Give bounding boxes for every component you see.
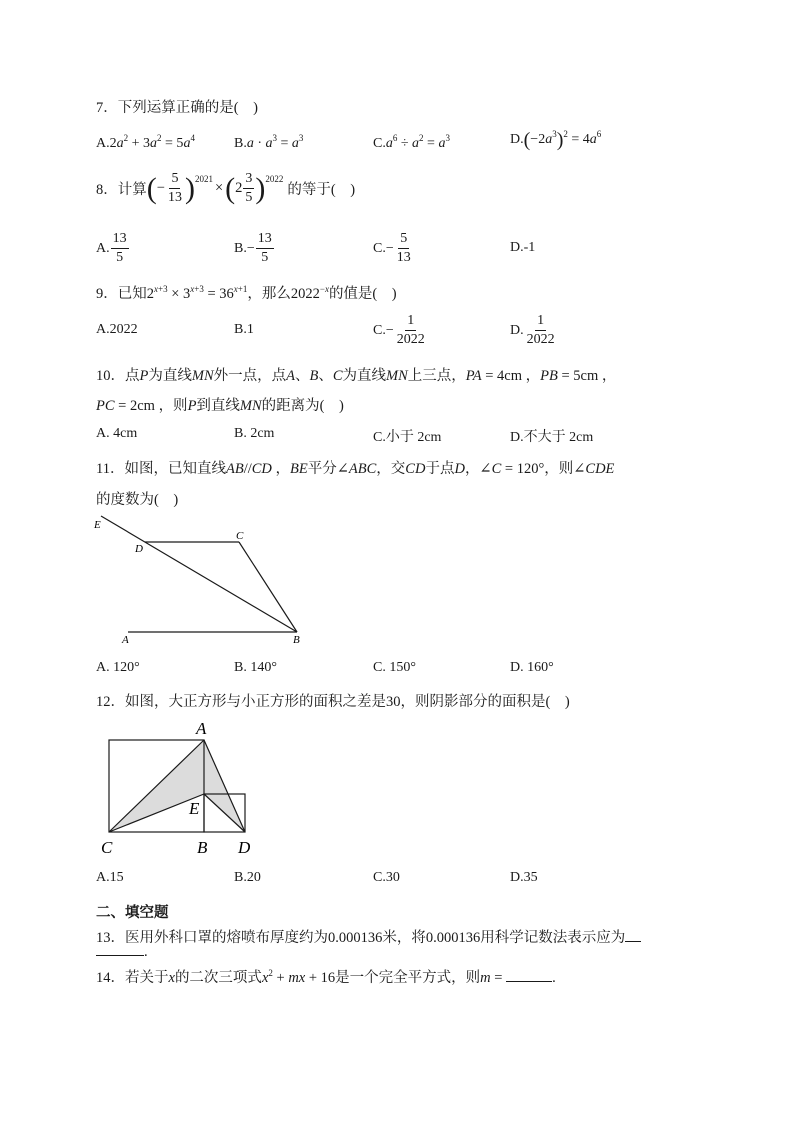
q9-option-c: C.− $\frac{1}{2022}$ [373,313,425,347]
question-13-blank-line2: . [96,944,148,961]
q12-option-d: D.35 [510,870,538,885]
label-B: B [197,838,208,857]
fraction: $\frac{5}{13}$ [167,171,182,205]
question-number: 14． [96,970,125,986]
q10-option-b: B. 2cm [234,426,275,441]
q12-option-c: C.30 [373,870,400,885]
q11-option-d: D. 160° [510,660,554,675]
label-E: E [94,519,101,531]
label-C: C [236,530,244,542]
question-number: 13． [96,930,125,946]
q8-option-b: B.− $\frac{13}{5}$ [234,231,272,265]
question-number: 12． [96,694,125,710]
question-number: 7． [96,100,118,116]
label-C: C [101,838,113,857]
question-number: 9． [96,286,118,302]
q8-option-a: A. $\frac{13}{5}$ [96,231,127,265]
q11-option-b: B. 140° [234,660,277,675]
q7-option-d: $D.(-2a^3)^2 = 4a^6$ [510,129,602,151]
question-11-line1: 11．如图，已知直线AB//CD ，BE平分∠ABC，交CD于点D，∠C = 120°，则∠CDE [96,461,615,477]
label-D: D [135,543,143,555]
q10-option-d: D.不大于 2cm [510,430,594,445]
question-number: 8． [96,182,118,198]
answer-blank[interactable] [96,955,144,956]
question-text: 下列运算正确的是( ) [117,100,258,116]
question-14-stem: 14．若关于x的二次三项式$x^2$ + mx + 16是一个完全平方式，则m = . [96,968,556,986]
label-E: E [189,799,200,818]
q11-figure [90,510,310,650]
label-A: A [196,719,207,738]
question-13-stem: 13．医用外科口罩的熔喷布厚度约为0.000136米，将0.000136用科学记数法表示应为 [96,926,641,947]
q12-option-a: A.15 [96,870,124,885]
question-8-stem: 8． 计算 ( − $\frac{5}{13}$ ) 2021 × ( 2 $\frac{3}{5}$ ) 2022 的等于( ) [96,171,356,205]
q10-option-a: A. 4cm [96,426,138,441]
question-11-line2: 的度数为( ) [96,492,179,508]
question-9-stem: 9．已知$2^{x+3} \times 3^{x+3} = 36^{x+1}$，那么$2022^{-x}$的值是( ) [96,284,397,302]
question-12-stem: 12．如图，大正方形与小正方形的面积之差是30，则阴影部分的面积是( ) [96,694,570,710]
label-D: D [238,838,251,857]
q7-option-a: $A.2a^2 + 3a^2 = 5a^4$ [96,133,195,151]
q10-option-c: C.小于 2cm [373,430,442,445]
question-10-line2: PC = 2cm ，则P到直线MN的距离为( ) [96,398,344,414]
answer-blank[interactable] [506,981,552,982]
q12-option-b: B.20 [234,870,261,885]
q7-option-b: $B.a \cdot a^3 = a^3$ [234,133,304,151]
q7-option-c: $C.a^6 \div a^2 = a^3$ [373,133,450,151]
question-10-line1: 10．点P为直线MN外一点，点A、B、C为直线MN上三点，PA = 4cm ，PB = 5cm ， [96,368,617,384]
q12-figure [96,718,266,860]
q8-option-c: C.− $\frac{5}{13}$ [373,231,411,265]
label-B: B [293,634,300,646]
question-number: 10． [96,368,125,384]
q9-option-b: B.1 [234,322,254,337]
q9-option-a: A.2022 [96,322,138,337]
question-number: 11． [96,461,125,477]
question-7-stem [96,96,258,117]
q9-option-d: D. $\frac{1}{2022}$ [510,313,555,347]
q11-option-a: A. 120° [96,660,140,675]
section-title: 二、填空题 [96,905,169,921]
label-A: A [122,634,129,646]
q8-option-d: D.-1 [510,240,536,255]
q11-option-c: C. 150° [373,660,416,675]
line-CB [239,542,297,632]
line-EB [101,516,297,632]
fraction: $\frac{3}{5}$ [245,171,253,205]
answer-blank[interactable] [625,941,641,942]
